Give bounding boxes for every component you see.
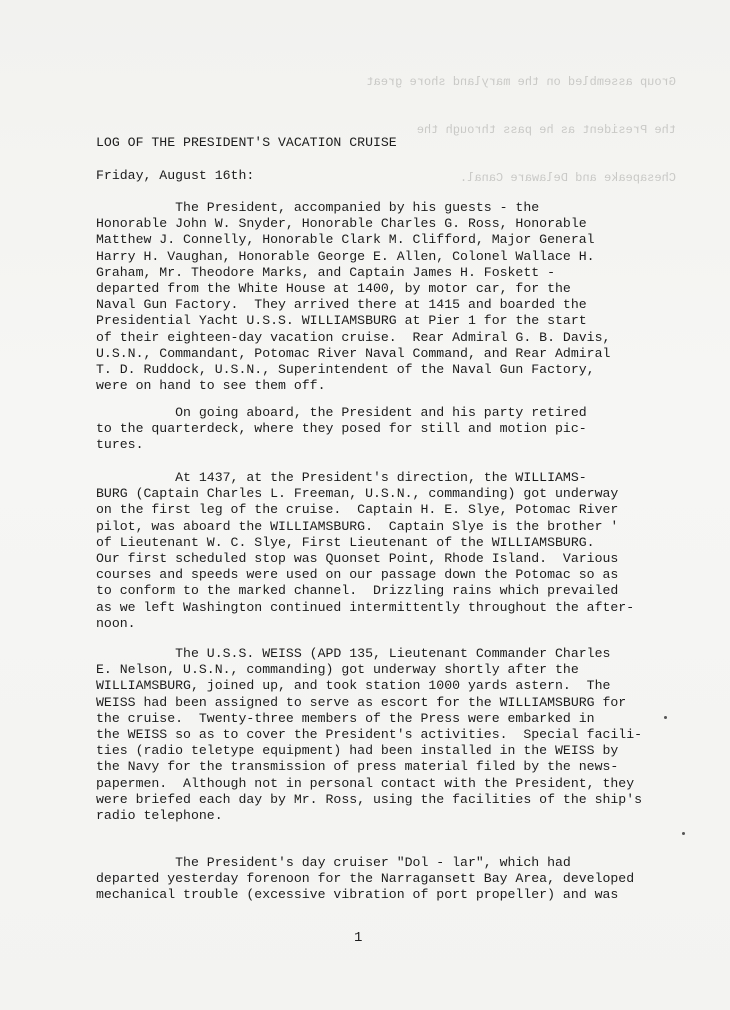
bleed-through-text bbox=[316, 42, 676, 218]
text-line: tures. bbox=[96, 437, 144, 453]
paragraph-underway bbox=[96, 470, 656, 632]
text-line: to conform to the marked channel. Drizzling rains which prevailed bbox=[96, 583, 619, 599]
text-line: departed from the White House at 1400, by motor car, for the bbox=[96, 280, 571, 296]
page-number: 1 bbox=[354, 930, 363, 946]
text-line: pilot, was aboard the WILLIAMSBURG. Captain Slye is the brother ' bbox=[96, 518, 619, 534]
text-line: WEISS had been assigned to serve as escort for the WILLIAMSBURG for bbox=[96, 694, 627, 710]
text-line: the cruise. Twenty-three members of the Press were embarked in bbox=[96, 710, 595, 726]
text-line: BURG (Captain Charles L. Freeman, U.S.N., commanding) got underway bbox=[96, 486, 619, 502]
text-line: noon. bbox=[96, 615, 136, 631]
text-line: Naval Gun Factory. They arrived there at 1415 and boarded the bbox=[96, 297, 587, 313]
text-line: the Navy for the transmission of press material filed by the news- bbox=[96, 759, 619, 775]
date-heading: Friday, August 16th: bbox=[96, 168, 255, 183]
text-line: Harry H. Vaughan, Honorable George E. Allen, Colonel Wallace H. bbox=[96, 248, 595, 264]
paragraph-departure bbox=[96, 200, 656, 394]
paragraph-dol-lar bbox=[96, 855, 656, 904]
bleed-line: the President as he pass through the bbox=[416, 123, 676, 137]
text-line: on the first leg of the cruise. Captain H. E. Slye, Potomac River bbox=[96, 502, 619, 518]
paragraph-going-aboard bbox=[96, 405, 656, 454]
text-line: as we left Washington continued intermittently throughout the after- bbox=[96, 599, 635, 615]
text-line: to the quarterdeck, where they posed for still and motion pic- bbox=[96, 421, 587, 437]
text-line: The President's day cruiser "Dol - lar", which had bbox=[96, 855, 571, 870]
bleed-line: Group assembled on the maryland shore great bbox=[366, 75, 676, 89]
text-line: Our first scheduled stop was Quonset Point, Rhode Island. Various bbox=[96, 550, 619, 566]
text-line: of Lieutenant W. C. Slye, First Lieutenant of the WILLIAMSBURG. bbox=[96, 534, 595, 550]
text-line: radio telephone. bbox=[96, 807, 223, 823]
text-line: papermen. Although not in personal contact with the President, they bbox=[96, 775, 635, 791]
text-line: Honorable John W. Snyder, Honorable Charles G. Ross, Honorable bbox=[96, 216, 587, 232]
text-line: mechanical trouble (excessive vibration of port propeller) and was bbox=[96, 887, 619, 903]
text-line: the WEISS so as to cover the President's activities. Special facili- bbox=[96, 726, 643, 742]
text-line: Graham, Mr. Theodore Marks, and Captain James H. Foskett - bbox=[96, 264, 555, 280]
text-line: At 1437, at the President's direction, the WILLIAMS- bbox=[96, 470, 587, 485]
document-title: LOG OF THE PRESIDENT'S VACATION CRUISE bbox=[96, 135, 397, 150]
text-line: E. Nelson, U.S.N., commanding) got underway shortly after the bbox=[96, 662, 579, 678]
bleed-line: Chesapeake and Delaware Canal. bbox=[459, 171, 676, 185]
text-line: courses and speeds were used on our passage down the Potomac so as bbox=[96, 567, 619, 583]
text-line: The U.S.S. WEISS (APD 135, Lieutenant Commander Charles bbox=[96, 646, 611, 661]
text-line: The President, accompanied by his guests - the bbox=[96, 200, 540, 215]
text-line: Presidential Yacht U.S.S. WILLIAMSBURG at Pier 1 for the start bbox=[96, 313, 587, 329]
paper-speck bbox=[664, 716, 667, 719]
text-line: U.S.N., Commandant, Potomac River Naval Command, and Rear Admiral bbox=[96, 345, 611, 361]
text-line: were briefed each day by Mr. Ross, using the facilities of the ship's bbox=[96, 791, 643, 807]
text-line: of their eighteen-day vacation cruise. Rear Admiral G. B. Davis, bbox=[96, 329, 611, 345]
text-line: ties (radio teletype equipment) had been installed in the WEISS by bbox=[96, 743, 619, 759]
text-line: On going aboard, the President and his party retired bbox=[96, 405, 587, 420]
paragraph-weiss bbox=[96, 646, 656, 824]
text-line: were on hand to see them off. bbox=[96, 378, 326, 394]
paper-speck bbox=[682, 832, 685, 835]
text-line: departed yesterday forenoon for the Narragansett Bay Area, developed bbox=[96, 871, 635, 887]
text-line: WILLIAMSBURG, joined up, and took station 1000 yards astern. The bbox=[96, 678, 611, 694]
text-line: T. D. Ruddock, U.S.N., Superintendent of the Naval Gun Factory, bbox=[96, 361, 595, 377]
text-line: Matthew J. Connelly, Honorable Clark M. Clifford, Major General bbox=[96, 232, 595, 248]
